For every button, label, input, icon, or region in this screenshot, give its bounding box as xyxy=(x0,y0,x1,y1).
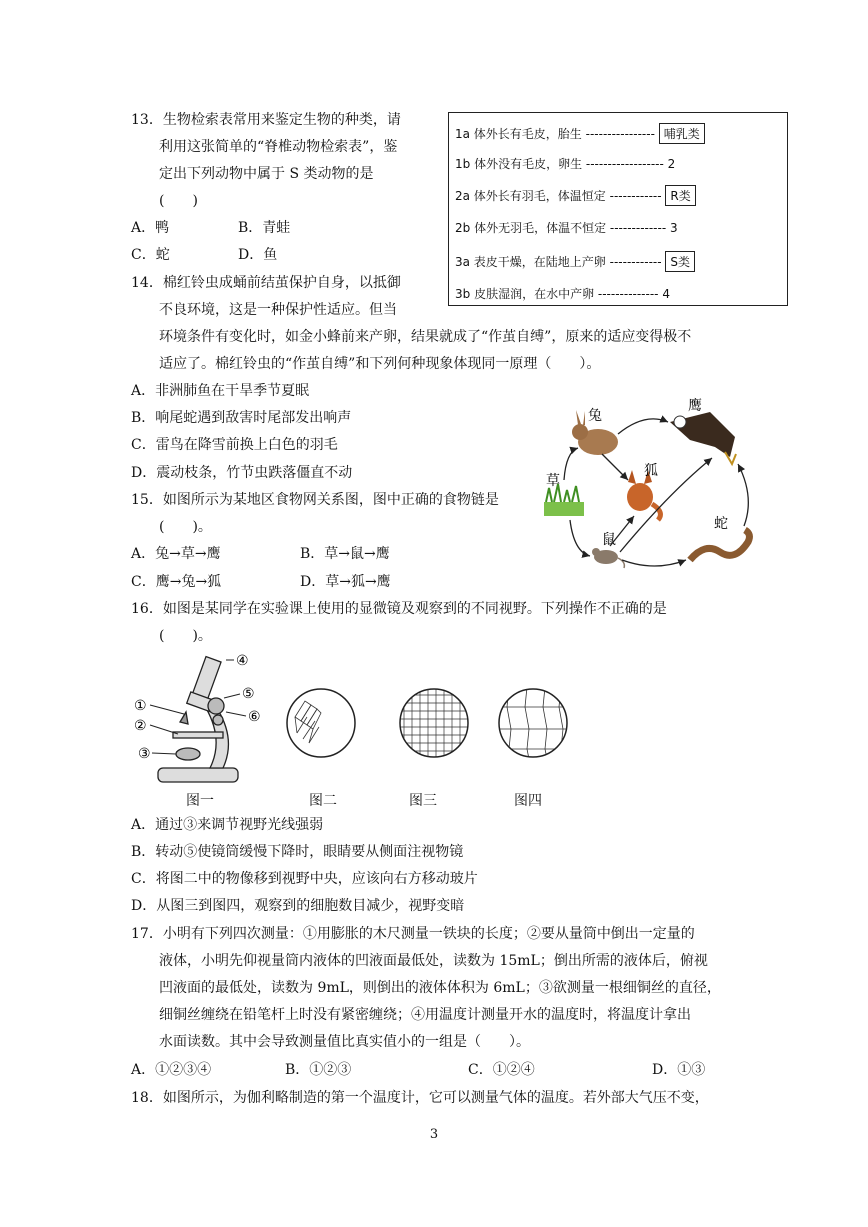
q15-option-a: A．兔→草→鹰 xyxy=(131,546,221,562)
q18-line-1: 18．如图所示，为伽利略制造的第一个温度计，它可以测量气体的温度。若外部大气压不变， xyxy=(131,1090,709,1106)
q15-option-c: C．鹰→兔→狐 xyxy=(131,574,222,590)
mouse-icon xyxy=(592,548,624,568)
label-num-2: ② xyxy=(134,718,147,734)
label-s-class: S类 xyxy=(665,251,695,272)
q13-option-a: A．鸭 xyxy=(131,220,170,236)
key-row-1a: 1a 体外长有毛皮，胎生 ---------------- 哺乳类 xyxy=(455,123,705,144)
label-rabbit: 兔 xyxy=(588,408,602,424)
q14-line-3: 环境条件有变化时，如金小蜂前来产卵，结果就成了“作茧自缚”，原来的适应变得极不 xyxy=(159,329,692,345)
q17-line-3: 凹液面的最低处，读数为 9mL，则倒出的液体体积为 6mL；③欲测量一根细铜丝的直径， xyxy=(159,980,721,996)
snake-icon xyxy=(690,530,749,560)
caption-figure-4: 图四 xyxy=(514,793,542,809)
q17-line-4: 细铜丝缠绕在铅笔杆上时没有紧密缠绕；④用温度计测量开水的温度时，将温度计拿出 xyxy=(159,1007,691,1023)
view-figure-3 xyxy=(398,687,470,759)
key-row-1b: 1b 体外没有毛皮，卵生 ------------------ 2 xyxy=(455,157,676,171)
key-row-2a: 2a 体外长有羽毛，体温恒定 ------------ R类 xyxy=(455,185,696,206)
label-num-4: ④ xyxy=(236,653,249,669)
label-grass: 草 xyxy=(546,473,560,489)
q17-line-5: 水面读数。其中会导致测量值比真实值小的一组是（ ）。 xyxy=(159,1034,530,1050)
view-figure-2 xyxy=(285,687,357,759)
page-number: 3 xyxy=(429,1127,439,1142)
q13-line-3: 定出下列动物中属于 S 类动物的是 xyxy=(159,166,374,182)
q14-option-a: A．非洲肺鱼在干旱季节夏眠 xyxy=(131,383,310,399)
q16-line-2: ( )。 xyxy=(159,628,212,644)
q14-line-4: 适应了。棉红铃虫的“作茧自缚”和下列何种现象体现同一原理（ ）。 xyxy=(159,356,601,372)
q14-line-2: 不良环境，这是一种保护性适应。但当 xyxy=(159,302,397,318)
q17-option-a: A．①②③④ xyxy=(131,1062,212,1078)
label-mouse: 鼠 xyxy=(602,532,616,548)
key-row-3b: 3b 皮肤湿润，在水中产卵 -------------- 4 xyxy=(455,287,670,301)
q16-option-b: B．转动⑤使镜筒缓慢下降时，眼睛要从侧面注视物镜 xyxy=(131,844,464,860)
eagle-icon xyxy=(670,412,736,464)
q14-option-b: B．响尾蛇遇到敌害时尾部发出响声 xyxy=(131,410,352,426)
food-web-diagram xyxy=(540,392,762,582)
q14-option-d: D．震动枝条，竹节虫跌落僵直不动 xyxy=(131,465,353,481)
microscope-diagram xyxy=(128,650,278,790)
label-num-5: ⑤ xyxy=(242,686,255,702)
q17-option-d: D．①③ xyxy=(652,1062,706,1078)
q15-line-1: 15．如图所示为某地区食物网关系图，图中正确的食物链是 xyxy=(131,492,499,508)
q13-option-b: B．青蛙 xyxy=(238,220,291,236)
q13-option-c: C．蛇 xyxy=(131,247,170,263)
label-fox: 狐 xyxy=(644,463,658,479)
microscope-icon xyxy=(158,657,238,782)
q17-line-1: 17．小明有下列四次测量：①用膨胀的木尺测量一铁块的长度；②要从量筒中倒出一定量的 xyxy=(131,926,695,942)
q13-line-4: ( ) xyxy=(159,193,198,209)
q16-option-a: A．通过③来调节视野光线强弱 xyxy=(131,817,324,833)
label-num-1: ① xyxy=(134,698,147,714)
key-row-2b: 2b 体外无羽毛，体温不恒定 ------------- 3 xyxy=(455,221,678,235)
q14-line-1: 14．棉红铃虫成蛹前结茧保护自身，以抵御 xyxy=(131,275,401,291)
q13-line-1: 13．生物检索表常用来鉴定生物的种类，请 xyxy=(131,112,401,128)
label-num-3: ③ xyxy=(138,746,151,762)
q15-line-2: ( )。 xyxy=(159,519,212,535)
caption-figure-3: 图三 xyxy=(409,793,437,809)
label-mammal: 哺乳类 xyxy=(659,123,705,144)
q16-option-c: C．将图二中的物像移到视野中央，应该向右方移动玻片 xyxy=(131,871,478,887)
key-row-3a: 3a 表皮干燥，在陆地上产卵 ------------ S类 xyxy=(455,251,695,272)
q16-line-1: 16．如图是某同学在实验课上使用的显微镜及观察到的不同视野。下列操作不正确的是 xyxy=(131,601,667,617)
label-num-6: ⑥ xyxy=(248,709,261,725)
label-snake: 蛇 xyxy=(714,516,728,532)
q14-option-c: C．雷鸟在降雪前换上白色的羽毛 xyxy=(131,437,338,453)
q15-option-b: B．草→鼠→鹰 xyxy=(300,546,390,562)
q13-line-2: 利用这张简单的“脊椎动物检索表”，鉴 xyxy=(159,139,398,155)
q16-option-d: D．从图三到图四，观察到的细胞数目减少，视野变暗 xyxy=(131,898,465,914)
q17-line-2: 液体，小明先仰视量筒内液体的凹液面最低处，读数为 15mL；倒出所需的液体后，俯视 xyxy=(159,953,708,969)
caption-figure-1: 图一 xyxy=(186,793,214,809)
caption-figure-2: 图二 xyxy=(309,793,337,809)
q17-option-c: C．①②④ xyxy=(468,1062,535,1078)
label-eagle: 鹰 xyxy=(688,398,702,414)
q13-option-d: D．鱼 xyxy=(238,247,278,263)
vertebrate-key-table xyxy=(448,112,788,306)
q17-option-b: B．①②③ xyxy=(285,1062,352,1078)
label-r-class: R类 xyxy=(665,185,695,206)
q15-option-d: D．草→狐→鹰 xyxy=(300,574,391,590)
view-figure-4 xyxy=(497,687,569,759)
